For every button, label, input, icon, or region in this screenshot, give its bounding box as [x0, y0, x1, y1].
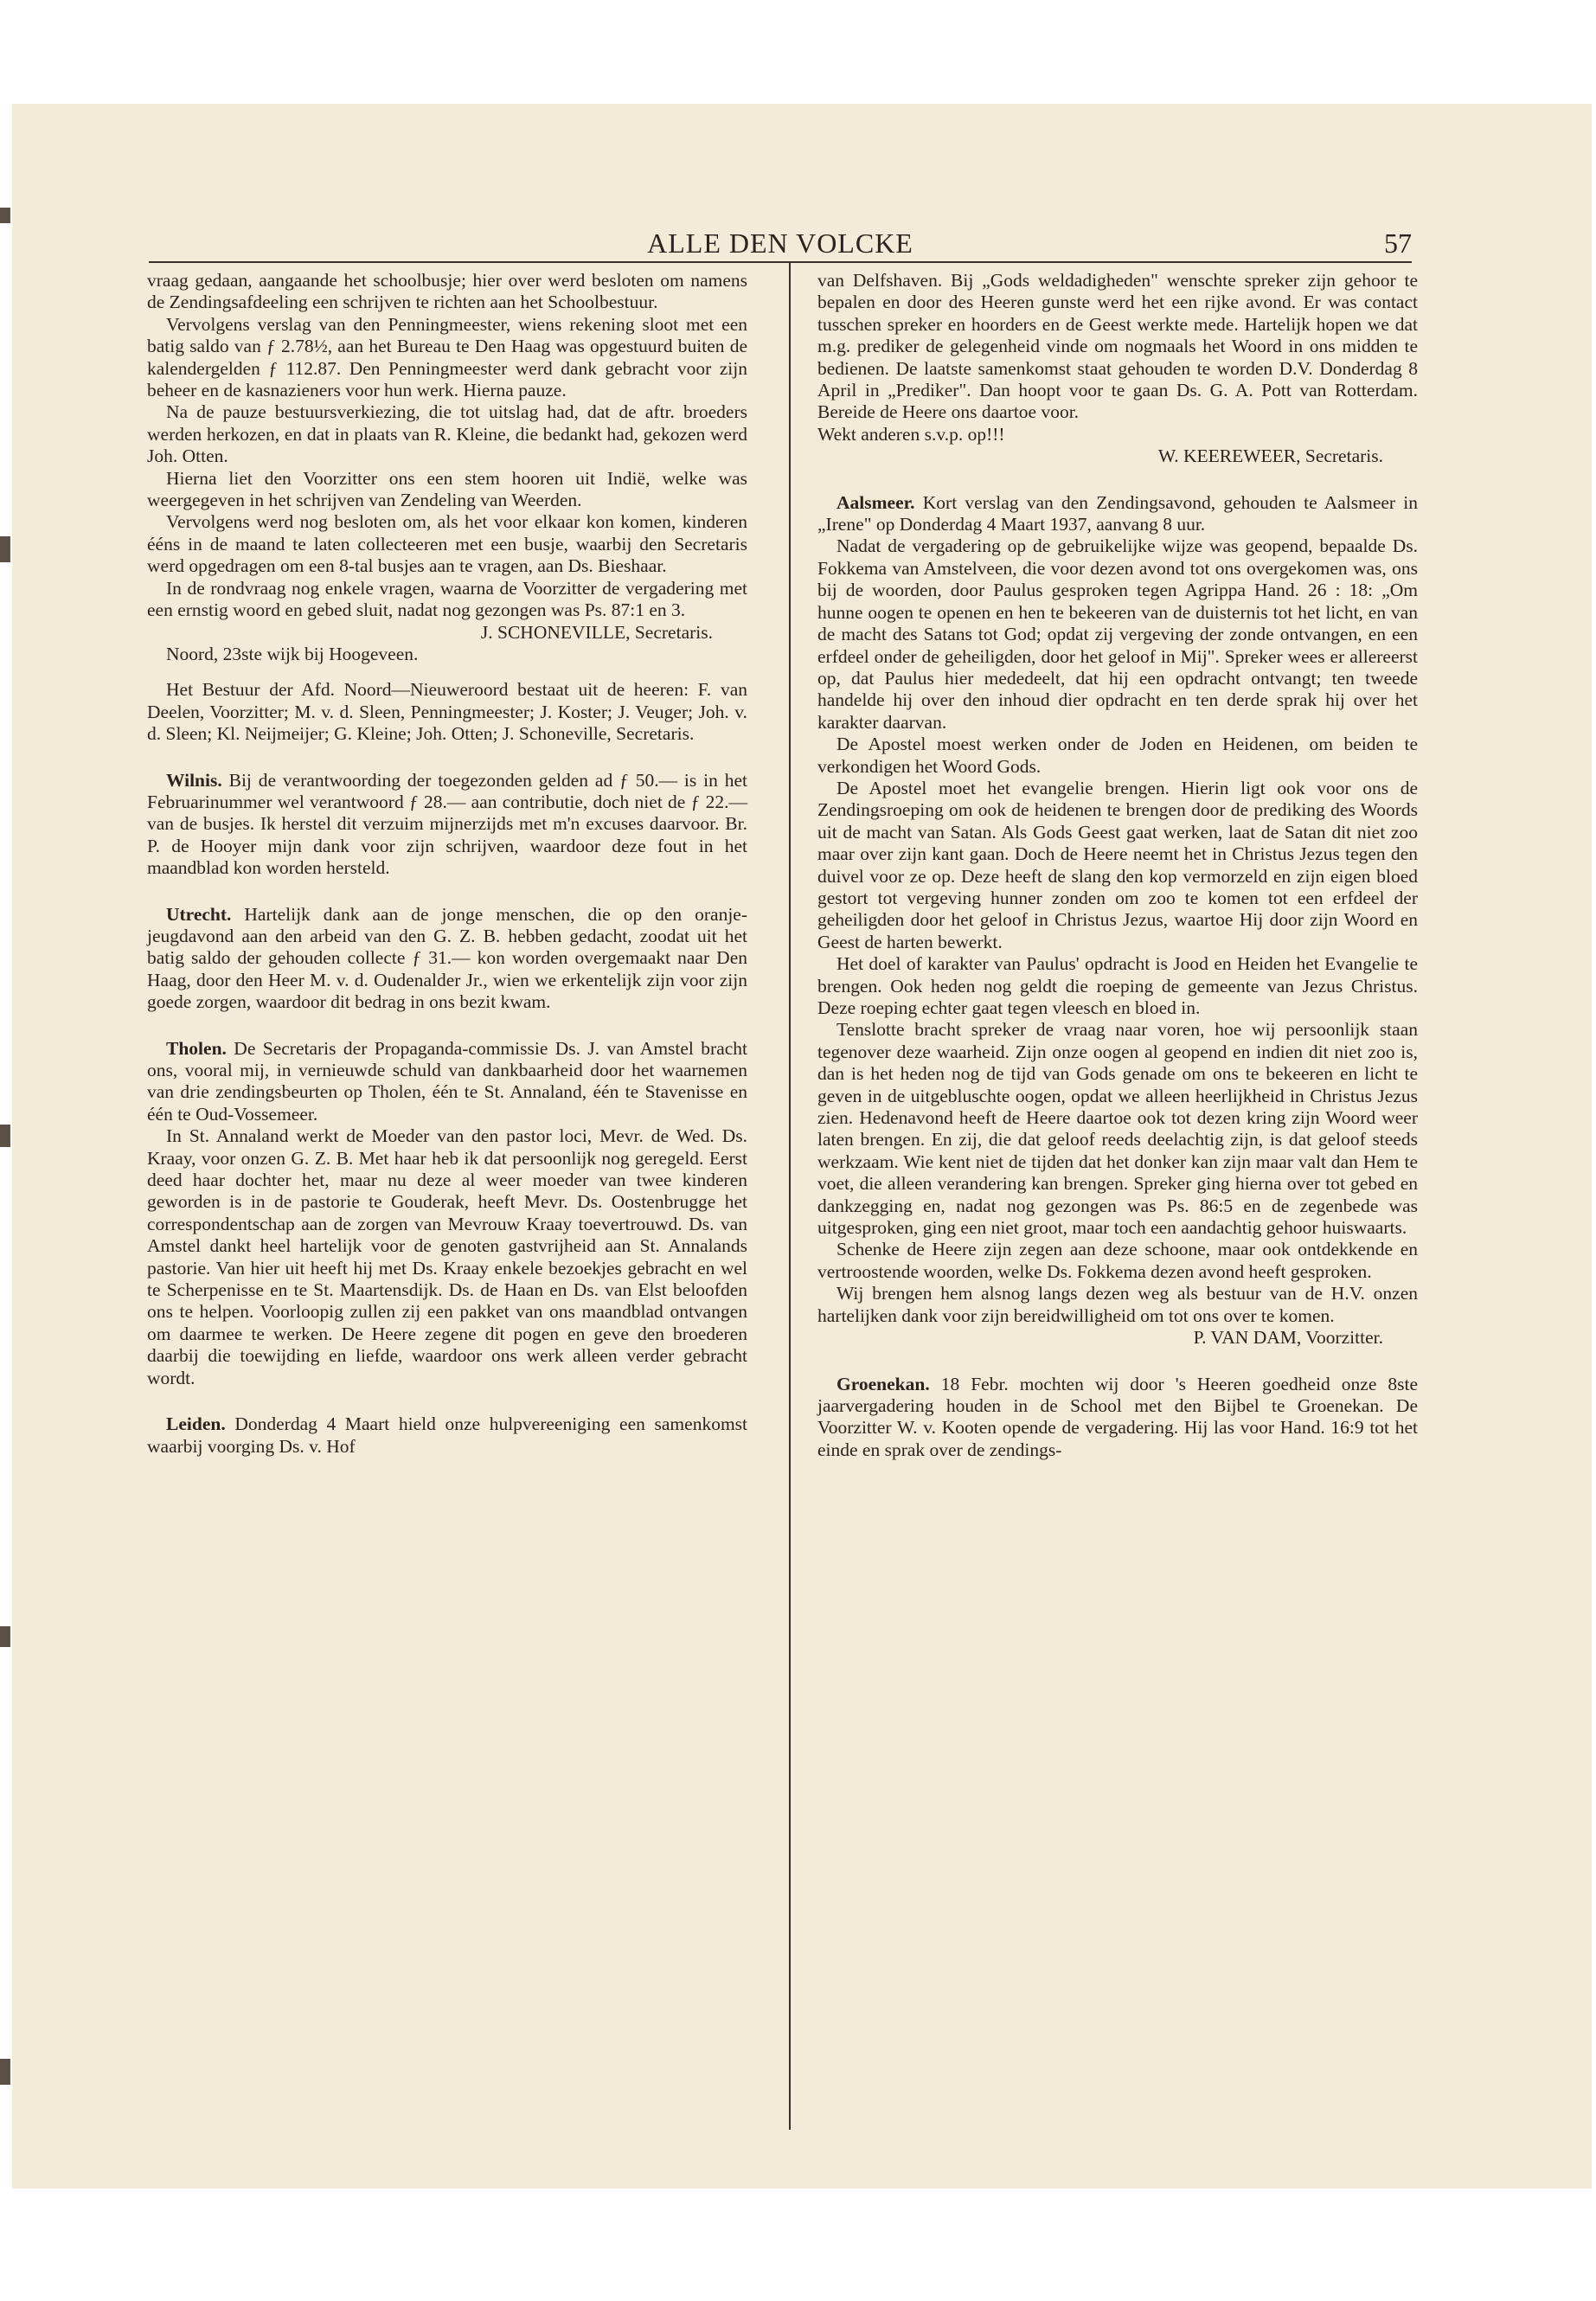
paragraph: Wij brengen hem alsnog langs dezen weg als bestuur van de H.V. onzen hartelijken dank voor zijn bereidwilligheid om tot ons over te komen. [817, 1283, 1418, 1326]
report-tholen [147, 1038, 747, 1126]
paragraph: Vervolgens verslag van den Penningmeester, wiens rekening sloot met een batig saldo van ƒ 2.78½, aan het Bureau te Den Haag was opgestuurd buiten de kalendergelden ƒ 112.87. Den Penningmeester werd dank gebracht voor zijn beheer en de kasnazieners voor hun werk. Hierna pauze. [147, 313, 747, 401]
report-utrecht [147, 904, 747, 1014]
place-name: Aalsmeer. [836, 491, 915, 513]
paragraph: Wekt anderen s.v.p. op!!! [817, 423, 1005, 445]
paragraph: Hierna liet den Voorzitter ons een stem hooren uit Indië, welke was weergegeven in het schrijven van Zendeling van Weerden. [147, 467, 747, 511]
running-title: ALLE DEN VOLCKE [647, 228, 913, 259]
report-aalsmeer [817, 492, 1418, 536]
report-text: Hartelijk dank aan de jonge menschen, die op den oranje-jeugdavond aan den arbeid van den G. Z. B. hebben gedacht, zoodat uit het batig saldo der gehouden collecte ƒ 31.— kon worden overgemaakt naar Den Haag, door den Heer M. v. d. Oudenalder Jr., wien we erkentelijk zijn voor zijn goede zorgen, waardoor dit bedrag in ons bezit kwam. [147, 903, 748, 1013]
signature-van-dam: P. VAN DAM, Voorzitter. [1193, 1327, 1383, 1349]
page-number: 57 [1384, 228, 1412, 259]
paragraph: van Delfshaven. Bij „Gods weldadigheden" wenschte spreker zijn gehoor te bepalen en door des Heeren gunste werd het een rijke avond. Er was contact tusschen spreker en hoorders en de Geest werkte mede. Hartelijk hopen we dat m.g. prediker de gelegenheid vinde om nogmaals het Woord in ons midden te bedienen. De laatste samenkomst staat gehouden te worden D.V. Donderdag 8 April in „Prediker". Dan hoopt voor te gaan Ds. G. A. Pott van Rotterdam. Bereide de Heere ons daartoe voor. [817, 270, 1418, 423]
place-name: Leiden. [166, 1413, 226, 1435]
place-name: Wilnis. [166, 769, 222, 791]
report-leiden [147, 1413, 747, 1458]
place-name: Tholen. [166, 1037, 227, 1059]
report-text: Donderdag 4 Maart hield onze hulpvereeniging een samenkomst waarbij voorging Ds. v. Hof [147, 1413, 748, 1457]
column-divider [789, 263, 791, 2130]
paragraph: De Apostel moest werken onder de Joden en Heidenen, om beiden te verkondigen het Woord Gods. [817, 734, 1418, 777]
report-text: Kort verslag van den Zendingsavond, gehouden te Aalsmeer in „Irene" op Donderdag 4 Maart 1937, aanvang 8 uur. [817, 491, 1419, 535]
paragraph: vraag gedaan, aangaande het schoolbusje; hier over werd besloten om namens de Zendingsafdeeling een schrijven te richten aan het Schoolbestuur. [147, 270, 747, 313]
report-groenekan [817, 1374, 1418, 1462]
paragraph: De Apostel moet het evangelie brengen. Hierin ligt ook voor ons de Zendingsroeping om ook de heidenen te brengen door de prediking des Woords uit de macht van Satan. Als Gods Geest gaat werken, laat de Satan dit niet zoo maar over zijn kant gaan. Doch de Heere neemt het in Christus Jezus tegen den duivel voor ze op. Deze heeft de slang den kop vermorzeld en zijn eigen bloed gestort tot vergeving hunner zonden om zoo te komen tot een erfdeel der geheiligden door het geloof in Christus Jezus, waartoe Hij door zijn Woord en Geest de harten bewerkt. [817, 777, 1418, 952]
dateline: Noord, 23ste wijk bij Hoogeveen. [166, 643, 419, 664]
header-rule [149, 261, 1412, 263]
paragraph: Vervolgens werd nog besloten om, als het voor elkaar kon komen, kinderen ééns in de maand te laten collecteeren met een busje, waarbij den Secretaris werd opgedragen om een 8-tal busjes aan te vragen, aan Ds. Bieshaar. [147, 511, 747, 577]
paragraph: Het Bestuur der Afd. Noord—Nieuweroord bestaat uit de heeren: F. van Deelen, Voorzitter; M. v. d. Sleen, Penningmeester; J. Koster; J. Veuger; Joh. v. d. Sleen; Kl. Neijmeijer; G. Kleine; Joh. Otten; J. Schoneville, Secretaris. [147, 679, 747, 745]
paragraph: Nadat de vergadering op de gebruikelijke wijze was geopend, bepaalde Ds. Fokkema van Amstelveen, die voor dezen avond tot ons overgekomen was, ons bij de woorden, door Paulus gesproken tegen Agrippa Hand. 26 : 18: „Om hunne oogen te openen en hen te bekeeren van de duisternis tot het licht, en van de macht des Satans tot God; opdat zij vergeving der zonde ontvangen, en een erfdeel onder de geheiligden, door het geloof in Mij". Spreker wees er allereerst op, dat Paulus hier mededeelt, dat hij een opdracht ontvangt; ten tweede handelde hij over den inhoud dier opdracht en ten derde sprak hij over het karakter daarvan. [817, 535, 1418, 733]
report-wilnis [147, 770, 747, 880]
paragraph: In de rondvraag nog enkele vragen, waarna de Voorzitter de vergadering met een ernstig woord en gebed sluit, nadat nog gezongen was Ps. 87:1 en 3. [147, 577, 747, 621]
report-text: Bij de verantwoording der toegezonden gelden ad ƒ 50.— is in het Februarinummer wel verantwoord ƒ 28.— aan contributie, doch niet de ƒ 22.— van de busjes. Ik herstel dit verzuim mijnerzijds met m'n excuses daarvoor. Br. P. de Hooyer mijn dank voor zijn schrijven, waardoor deze fout in het maandblad kon worden hersteld. [147, 769, 747, 879]
place-name: Groenekan. [836, 1373, 930, 1394]
paragraph: Na de pauze bestuursverkiezing, die tot uitslag had, dat de aftr. broeders werden herkozen, en dat in plaats van R. Kleine, die bedankt had, gekozen werd Joh. Otten. [147, 401, 747, 467]
report-text: 18 Febr. mochten wij door 's Heeren goedheid onze 8ste jaarvergadering houden in de School met den Bijbel te Groenekan. De Voorzitter W. v. Kooten opende de vergadering. Hij las voor Hand. 16:9 tot het einde en sprak over de zendings- [817, 1373, 1418, 1460]
place-name: Utrecht. [166, 903, 232, 925]
signature-keereweer: W. KEEREWEER, Secretaris. [1157, 445, 1383, 467]
paragraph: Het doel of karakter van Paulus' opdracht is Jood en Heiden het Evangelie te brengen. Ook heden nog geldt die roeping de gemeente van Jezus Christus. Deze roeping echter gaat tegen vleesch en bloed in. [817, 953, 1418, 1018]
left-column [147, 270, 747, 1458]
paragraph: Tenslotte bracht spreker de vraag naar voren, hoe wij persoonlijk staan tegenover deze waarheid. Zijn onze oogen al geopend en indien dit niet zoo is, dan is het heden nog de tijd van Gods genade om ons te bekeeren en licht te geven in de uitgebluschte oogen, opdat we alleen heerlijkheid in Christus Jezus zien. Hedenavond heeft de Heere daartoe ook tot dezen kring zijn Woord weer laten brengen. En zij, die dat geloof reeds deelachtig zijn, is dat geloof steeds werkzaam. Wie kent niet de tijden dat het donker kan zijn maar valt dan Hem te voet, die alleen verandering kan brengen. Spreker ging hierna over tot gebed en dankzegging en, nadat nog gezongen was Ps. 86:5 en de zegenbede was uitgesproken, ging een niet groot, maar toch een aandachtig gehoor huiswaarts. [817, 1019, 1418, 1239]
page-header [149, 228, 1412, 262]
paragraph: In St. Annaland werkt de Moeder van den pastor loci, Mevr. de Wed. Ds. Kraay, voor onzen G. Z. B. Met haar heb ik dat persoonlijk nog geregeld. Eerst deed haar dochter het, maar nu deze al weer moeder van twee kinderen geworden is in de pastorie te Gouderak, heeft Mevr. Ds. Oostenbrugge het correspondentschap aan de zorgen van Mevrouw Kraay toevertrouwd. Ds. van Amstel dankt heel hartelijk voor de genoten gastvrijheid aan St. Annalands pastorie. Van hier uit heeft hij met Ds. Kraay enkele bezoekjes gebracht en wel te Scherpenisse en te St. Maartensdijk. Ds. de Haan en Ds. van Elst beloofden ons te helpen. Voorloopig zullen zij een pakket van ons maandblad ontvangen om daarmee te werken. De Heere zegene dit pogen en geve den broederen daarbij die toewijding en liefde, waardoor ons werk alleen verder gebracht wordt. [147, 1125, 747, 1388]
signature-schoneville: J. SCHONEVILLE, Secretaris. [480, 621, 713, 643]
report-text: De Secretaris der Propaganda-commissie Ds. J. van Amstel bracht ons, vooral mij, in vernieuwde schuld van dankbaarheid door het waarnemen van drie zendingsbeurten op Tholen, één te St. Annaland, één te Stavenisse en één te Oud-Vossemeer. [147, 1037, 748, 1125]
right-column [817, 270, 1418, 1461]
paragraph: Schenke de Heere zijn zegen aan deze schoone, maar ook ontdekkende en vertroostende woorden, welke Ds. Fokkema dezen avond heeft gesproken. [817, 1239, 1418, 1282]
